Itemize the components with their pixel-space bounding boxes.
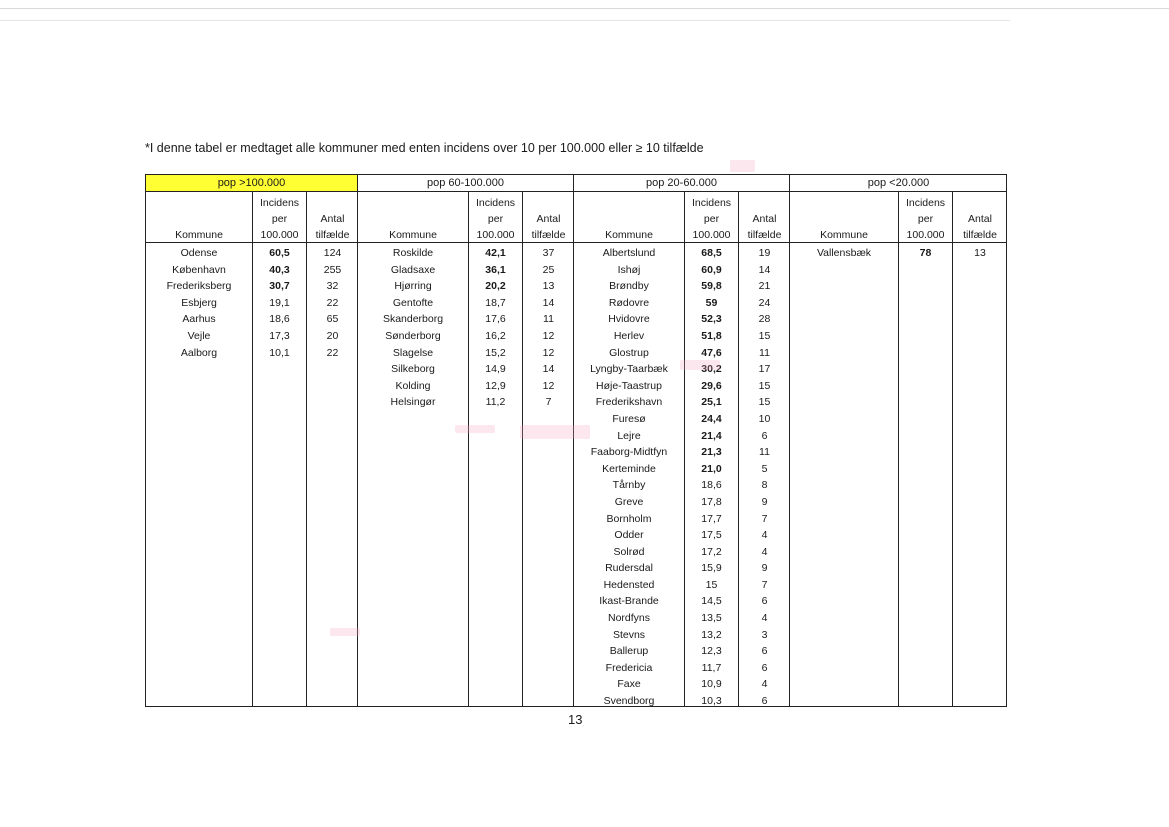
header-text: Antal xyxy=(536,213,561,225)
header-text: tilfælde xyxy=(963,229,997,241)
incidence-cell: 19,1 xyxy=(269,296,290,309)
header-text: Kommune xyxy=(820,229,868,241)
municipality-cell: Odense xyxy=(180,247,218,259)
header-text: tilfælde xyxy=(315,229,350,241)
header-text: 100.000 xyxy=(692,229,731,241)
case-count-cell: 9 xyxy=(761,495,768,508)
case-count-cell: 21 xyxy=(758,280,771,293)
population-group-0 xyxy=(146,175,358,706)
case-count-cell: 11 xyxy=(759,346,770,359)
case-count-cell: 11 xyxy=(759,446,770,459)
municipality-cell: Hjørring xyxy=(394,280,432,293)
incidence-cell: 15,9 xyxy=(701,562,722,575)
incidence-cell: 59 xyxy=(705,296,718,309)
antal-column-header xyxy=(523,192,574,243)
municipality-cell: Silkeborg xyxy=(391,363,435,376)
case-count-cell: 14 xyxy=(542,296,555,309)
municipality-cell: Stevns xyxy=(612,628,646,641)
antal-column xyxy=(738,192,790,706)
header-text: per xyxy=(917,213,934,225)
case-count-cell: 28 xyxy=(758,313,771,326)
municipality-cell: Esbjerg xyxy=(181,296,217,309)
kommune-column xyxy=(146,192,252,706)
incidence-cell: 29,6 xyxy=(701,379,722,392)
municipality-cell: Ishøj xyxy=(617,263,641,276)
case-count-cell: 32 xyxy=(326,280,339,293)
case-count-cell: 20 xyxy=(326,329,339,342)
header-text: 100.000 xyxy=(906,229,945,241)
case-count-cell: 14 xyxy=(758,263,771,276)
case-count-cell: 4 xyxy=(761,612,768,625)
municipality-cell: Aalborg xyxy=(180,346,218,359)
antal-column xyxy=(522,192,574,706)
case-count-cell: 25 xyxy=(542,263,555,276)
case-count-cell: 6 xyxy=(761,595,768,608)
municipality-cell: Høje-Taastrup xyxy=(596,379,662,392)
municipality-cell: Herlev xyxy=(613,329,645,342)
municipality-cell: Greve xyxy=(614,495,644,508)
case-count-cell: 15 xyxy=(758,329,771,342)
incidence-cell: 25,1 xyxy=(701,396,722,409)
incidence-cell: 13,2 xyxy=(701,628,722,641)
case-count-cell: 5 xyxy=(761,462,768,475)
incidence-cell: 16,2 xyxy=(485,329,506,342)
scan-smudge xyxy=(330,628,360,636)
case-count-cell: 3 xyxy=(761,628,768,641)
incidence-cell: 60,5 xyxy=(269,247,290,259)
incidence-cell: 15,2 xyxy=(485,346,506,359)
case-count-cell: 9 xyxy=(761,562,768,575)
kommune-column-header xyxy=(358,192,468,243)
header-text: per xyxy=(487,213,504,225)
case-count-cell: 37 xyxy=(542,247,555,259)
header-text: Kommune xyxy=(605,229,653,241)
municipality-cell: Gladsaxe xyxy=(390,263,436,276)
municipality-cell: Lyngby-Taarbæk xyxy=(590,363,668,376)
group-title: pop <20.000 xyxy=(790,175,1007,192)
incidence-cell: 42,1 xyxy=(485,247,506,259)
municipality-cell: Ikast-Brande xyxy=(599,595,659,608)
incidence-cell: 13,5 xyxy=(701,612,722,625)
municipality-cell: Gentofte xyxy=(392,296,434,309)
municipality-cell: Frederikshavn xyxy=(595,396,663,409)
header-text: Antal xyxy=(320,213,345,225)
case-count-cell: 11 xyxy=(543,313,554,326)
incidence-cell: 21,4 xyxy=(701,429,722,442)
municipality-cell: Hedensted xyxy=(603,578,655,591)
kommune-column xyxy=(358,192,468,706)
group-title: pop 60-100.000 xyxy=(358,175,573,192)
incidence-cell: 15 xyxy=(705,578,718,591)
case-count-cell: 13 xyxy=(974,247,986,259)
municipality-cell: Svendborg xyxy=(603,695,655,708)
case-count-cell: 7 xyxy=(761,578,768,591)
incidens-column-header xyxy=(469,192,522,243)
case-count-cell: 7 xyxy=(761,512,768,525)
header-text: Kommune xyxy=(175,229,223,241)
incidence-cell: 17,2 xyxy=(701,545,722,558)
incidens-column xyxy=(252,192,306,706)
municipality-cell: Vallensbæk xyxy=(816,247,872,259)
incidence-cell: 10,3 xyxy=(701,695,722,708)
municipality-cell: Sønderborg xyxy=(385,329,441,342)
case-count-cell: 17 xyxy=(758,363,771,376)
case-count-cell: 6 xyxy=(761,695,768,708)
header-text: per xyxy=(271,213,288,225)
case-count-cell: 255 xyxy=(323,263,342,276)
case-count-cell: 124 xyxy=(323,247,342,259)
header-text: Incidens xyxy=(905,197,946,209)
case-count-cell: 24 xyxy=(758,296,771,309)
municipality-cell: Skanderborg xyxy=(382,313,444,326)
header-text: Antal xyxy=(752,213,777,225)
incidence-cell: 17,5 xyxy=(701,529,722,542)
incidence-cell: 30,2 xyxy=(701,363,722,376)
case-count-cell: 7 xyxy=(545,396,552,409)
municipality-cell: Slagelse xyxy=(392,346,434,359)
antal-column xyxy=(952,192,1007,706)
municipality-cell: Bornholm xyxy=(606,512,652,525)
municipality-cell: Rødovre xyxy=(608,296,650,309)
case-count-cell: 4 xyxy=(761,678,768,691)
case-count-cell: 22 xyxy=(326,296,339,309)
case-count-cell: 12 xyxy=(542,346,555,359)
case-count-cell: 14 xyxy=(542,363,555,376)
case-count-cell: 19 xyxy=(758,247,771,259)
case-count-cell: 6 xyxy=(761,661,768,674)
table-footnote: *I denne tabel er medtaget alle kommuner med enten incidens over 10 per 100.000 eller ≥ 10 tilfælde xyxy=(145,141,704,155)
scan-top-line xyxy=(0,8,1169,9)
municipality-cell: Vejle xyxy=(187,329,211,342)
case-count-cell: 22 xyxy=(326,346,339,359)
municipality-cell: Solrød xyxy=(613,545,645,558)
header-text: Incidens xyxy=(259,197,300,209)
incidence-cell: 36,1 xyxy=(485,263,506,276)
case-count-cell: 15 xyxy=(758,379,771,392)
header-text: Antal xyxy=(968,213,992,225)
header-text: Kommune xyxy=(389,229,437,241)
incidence-cell: 11,7 xyxy=(701,661,722,674)
municipality-cell: Ballerup xyxy=(609,645,649,658)
municipality-cell: Kerteminde xyxy=(602,462,656,475)
header-text: Incidens xyxy=(691,197,732,209)
case-count-cell: 4 xyxy=(761,545,768,558)
scan-smudge xyxy=(730,160,755,172)
scan-smudge xyxy=(520,425,590,439)
kommune-column-header xyxy=(574,192,684,243)
kommune-column xyxy=(574,192,684,706)
population-group-2 xyxy=(574,175,790,706)
incidence-cell: 47,6 xyxy=(701,346,722,359)
population-group-3 xyxy=(790,175,1007,706)
case-count-cell: 6 xyxy=(761,645,768,658)
incidence-cell: 21,0 xyxy=(701,462,722,475)
incidens-column-header xyxy=(253,192,306,243)
page-number: 13 xyxy=(568,712,583,727)
group-title: pop 20-60.000 xyxy=(574,175,789,192)
scan-smudge xyxy=(680,360,720,370)
incidens-column xyxy=(684,192,738,706)
case-count-cell: 10 xyxy=(758,412,771,425)
incidence-cell: 14,9 xyxy=(485,363,506,376)
kommune-column xyxy=(790,192,898,706)
case-count-cell: 8 xyxy=(761,479,768,492)
antal-column-header xyxy=(953,192,1007,243)
incidence-cell: 10,1 xyxy=(269,346,290,359)
case-count-cell: 6 xyxy=(761,429,768,442)
kommune-column-header xyxy=(790,192,898,243)
municipality-cell: Tårnby xyxy=(612,479,646,492)
incidence-cell: 21,3 xyxy=(701,446,722,459)
incidence-cell: 68,5 xyxy=(701,247,722,259)
municipality-cell: Lejre xyxy=(617,429,641,442)
incidence-cell: 18,6 xyxy=(269,313,290,326)
header-text: tilfælde xyxy=(531,229,566,241)
incidens-column-header xyxy=(685,192,738,243)
municipality-cell: Glostrup xyxy=(609,346,649,359)
header-text: 100.000 xyxy=(260,229,299,241)
municipality-cell: Albertslund xyxy=(602,247,656,259)
group-title: pop >100.000 xyxy=(146,175,357,192)
incidence-cell: 60,9 xyxy=(701,263,722,276)
municipality-cell: Furesø xyxy=(612,412,646,425)
municipality-cell: Roskilde xyxy=(392,247,434,259)
municipality-cell: Faaborg-Midtfyn xyxy=(590,446,668,459)
incidence-cell: 78 xyxy=(919,247,932,259)
kommune-column-header xyxy=(146,192,252,243)
population-group-1 xyxy=(358,175,574,706)
incidence-cell: 24,4 xyxy=(701,412,722,425)
header-text: per xyxy=(703,213,720,225)
incidence-cell: 52,3 xyxy=(701,313,722,326)
incidence-cell: 17,6 xyxy=(485,313,506,326)
incidence-cell: 17,3 xyxy=(269,329,290,342)
incidence-cell: 40,3 xyxy=(269,263,290,276)
incidence-cell: 30,7 xyxy=(269,280,290,293)
header-text: tilfælde xyxy=(747,229,782,241)
incidence-cell: 14,5 xyxy=(701,595,722,608)
antal-column-header xyxy=(307,192,358,243)
incidens-column xyxy=(468,192,522,706)
case-count-cell: 12 xyxy=(542,379,555,392)
incidence-cell: 20,2 xyxy=(485,280,506,293)
municipality-cell: Hvidovre xyxy=(608,313,650,326)
incidence-cell: 51,8 xyxy=(701,329,722,342)
municipality-cell: Rudersdal xyxy=(605,562,653,575)
antal-column-header xyxy=(739,192,790,243)
incidence-cell: 18,6 xyxy=(701,479,722,492)
header-text: 100.000 xyxy=(476,229,515,241)
incidens-column xyxy=(898,192,952,706)
case-count-cell: 15 xyxy=(758,396,771,409)
header-text: Incidens xyxy=(475,197,516,209)
case-count-cell: 12 xyxy=(542,329,555,342)
municipality-cell: Faxe xyxy=(617,678,641,691)
incidence-cell: 59,8 xyxy=(701,280,722,293)
municipality-cell: Nordfyns xyxy=(607,612,650,625)
municipality-cell: Fredericia xyxy=(605,661,653,674)
municipality-cell: København xyxy=(172,263,226,276)
incidence-cell: 18,7 xyxy=(485,296,506,309)
incidens-column-header xyxy=(899,192,952,243)
case-count-cell: 13 xyxy=(542,280,555,293)
incidence-cell: 11,2 xyxy=(485,396,506,409)
municipality-cell: Aarhus xyxy=(182,313,216,326)
scan-second-line xyxy=(0,20,1010,21)
municipality-cell: Brøndby xyxy=(609,280,649,293)
case-count-cell: 65 xyxy=(326,313,339,326)
municipality-cell: Odder xyxy=(614,529,644,542)
incidence-cell: 17,7 xyxy=(701,512,722,525)
case-count-cell: 4 xyxy=(761,529,768,542)
incidence-cell: 10,9 xyxy=(701,678,722,691)
municipality-cell: Kolding xyxy=(395,379,431,392)
municipality-cell: Frederiksberg xyxy=(166,280,232,293)
incidence-cell: 12,3 xyxy=(701,645,722,658)
incidence-cell: 12,9 xyxy=(485,379,506,392)
incidence-table xyxy=(145,174,1007,707)
scan-smudge xyxy=(455,425,495,433)
municipality-cell: Helsingør xyxy=(390,396,436,409)
incidence-cell: 17,8 xyxy=(701,495,722,508)
